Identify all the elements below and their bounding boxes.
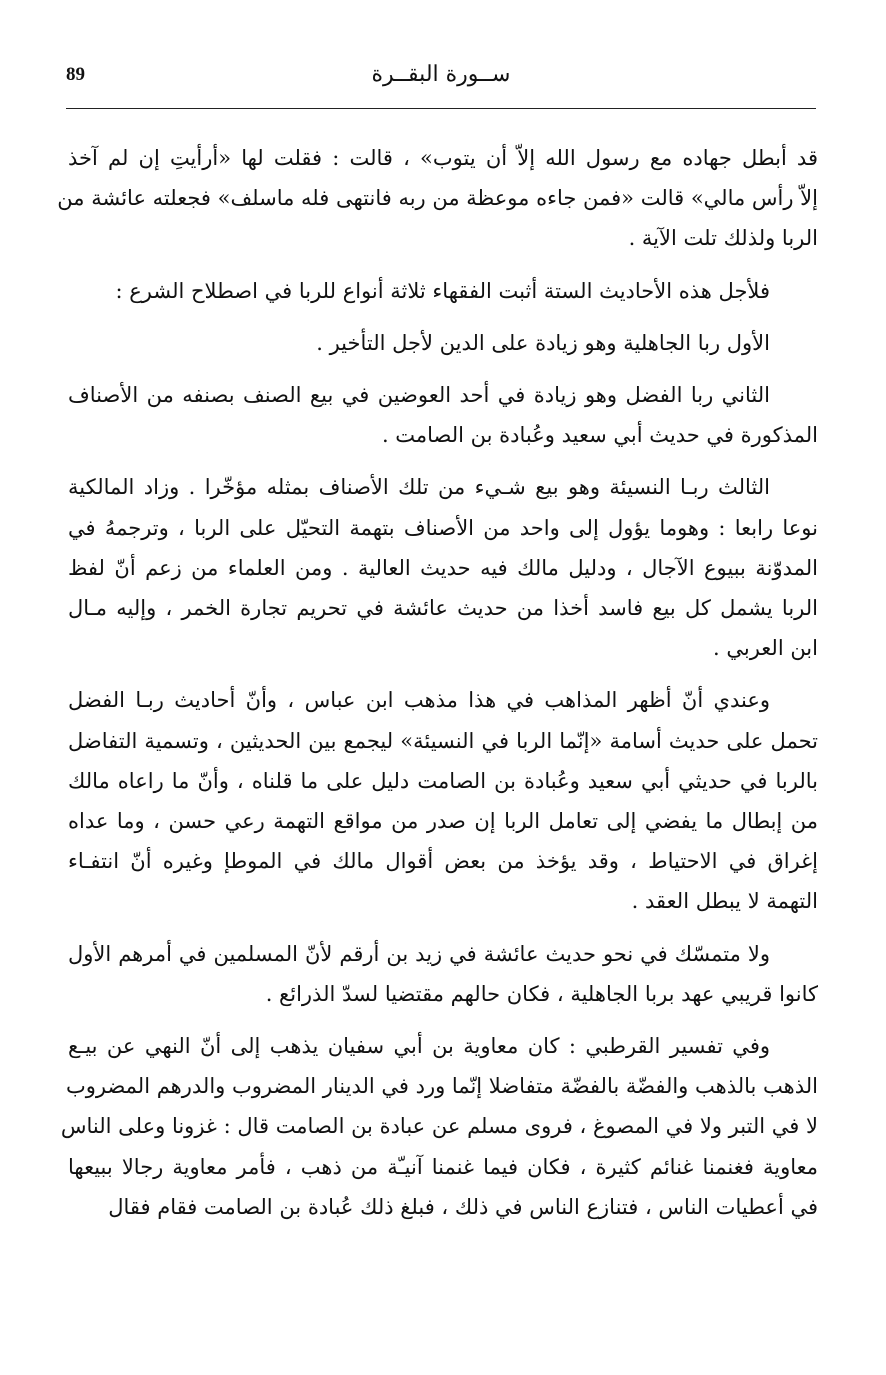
text-line: نوعا رابعا : وهوما يؤول إلى واحد من الأصناف بتهمة التحيّل على الربا ، وترجمهُ في — [68, 515, 818, 540]
paragraph — [68, 467, 818, 668]
text-line: وفي تفسير القرطبي : كان معاوية بن أبي سفيان يذهب إلى أنّ النهي عن بيـع — [68, 1034, 770, 1059]
text-line: الثاني ربا الفضل وهو زيادة في أحد العوضين في بيع الصنف بصنفه من الأصناف — [68, 383, 770, 408]
paragraph — [68, 375, 818, 455]
text-line: المدوّنة ببيوع الآجال ، ودليل مالك فيه حديث العالية . ومن العلماء من زعم أنّ لفظ — [68, 555, 818, 580]
text-line: الذهب بالذهب والفضّة بالفضّة متفاضلا إنّما ورد في الدينار المضروب والدرهم المضروب — [65, 1074, 818, 1099]
page-number: 89 — [66, 64, 85, 85]
text-line: تحمل على حديث أسامة «إنّما الربا في النسيئة» ليجمع بين الحديثين ، وتسمية التفاضل — [68, 728, 818, 753]
text-line: التهمة لا يبطل العقد . — [631, 889, 818, 914]
text-line: كانوا قريبي عهد بربا الجاهلية ، فكان حالهم مقتضيا لسدّ الذرائع . — [265, 981, 818, 1006]
text-line: ابن العربي . — [713, 636, 818, 661]
header-divider — [66, 108, 816, 109]
body-text — [57, 138, 818, 1227]
text-line: الربا يشمل كل بيع فاسد أخذا من حديث عائشة في تحريم تجارة الخمر ، وإليه مـال — [68, 596, 818, 621]
paragraph — [68, 934, 818, 1014]
text-line: إغراق في الاحتياط ، وقد يؤخذ من بعض أقوال مالك في الموطإ وغيره أنّ انتفـاء — [68, 849, 818, 874]
text-line: قد أبطل جهاده مع رسول الله إلاّ أن يتوب» ، قالت : فقلت لها «أرأيتِ إن لم آخذ — [68, 146, 818, 170]
paragraph — [60, 1026, 818, 1227]
text-line: فلأجل هذه الأحاديث الستة أثبت الفقهاء ثلاثة أنواع للربا في اصطلاح الشرع : — [115, 278, 770, 303]
paragraph — [68, 680, 818, 921]
text-line: الربا ولذلك تلت الآية . — [628, 226, 818, 251]
paragraph — [68, 323, 818, 363]
text-line: وعندي أنّ أظهر المذاهب في هذا مذهب ابن عباس ، وأنّ أحاديث ربـا الفضل — [68, 688, 770, 713]
paragraph — [57, 138, 818, 259]
text-line: بالربا في حديثي أبي سعيد وعُبادة بن الصامت دليل على ما قلناه ، وأنّ ما راعاه مالك — [68, 768, 818, 793]
text-line: في أعطيات الناس ، فتنازع الناس في ذلك ، فبلغ ذلك عُبادة بن الصامت فقام فقال — [108, 1194, 818, 1219]
text-line: المذكورة في حديث أبي سعيد وعُبادة بن الصامت . — [381, 423, 818, 448]
text-line: ولا متمسّك في نحو حديث عائشة في زيد بن أرقم لأنّ المسلمين في أمرهم الأول — [68, 941, 770, 966]
paragraph — [68, 271, 818, 311]
text-line: لا في التبر ولا في المصوغ ، فروى مسلم عن عبادة بن الصامت قال : غزونا وعلى الناس — [60, 1114, 818, 1139]
text-line: الثالث ربـا النسيئة وهو بيع شـيء من تلك الأصناف بمثله مؤخّرا . وزاد المالكية — [68, 475, 770, 500]
text-line: إلاّ رأس مالي» قالت «فمن جاءه موعظة من ربه فانتهى فله ماسلف» فجعلته عائشة من — [57, 186, 818, 211]
page-header — [66, 62, 816, 102]
text-line: الأول ربا الجاهلية وهو زيادة على الدين لأجل التأخير . — [316, 330, 770, 355]
text-line: من إبطال ما يفضي إلى تعامل الربا إن صدر من مواقع التهمة رعي حسن ، وما عداه — [68, 809, 818, 834]
text-line: معاوية فغنمنا غنائم كثيرة ، فكان فيما غنمنا آنيـّة من ذهب ، فأمر معاوية رجالا ببيعها — [68, 1154, 818, 1179]
running-title: ســورة البقــرة — [371, 62, 511, 87]
